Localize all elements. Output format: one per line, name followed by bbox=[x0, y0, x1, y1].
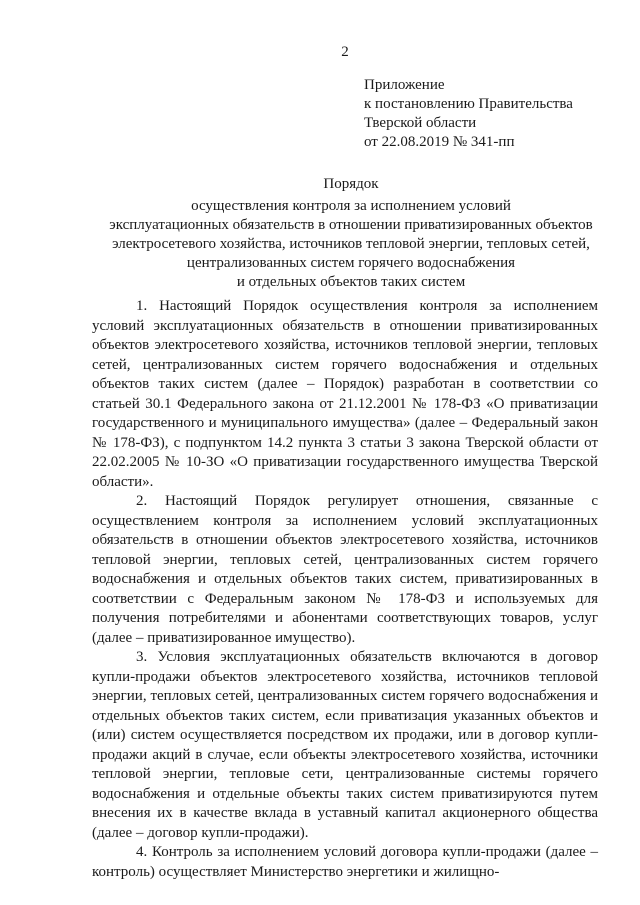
heading-line: и отдельных объектов таких систем bbox=[236, 274, 466, 290]
appendix-line: к постановлению Правительства bbox=[364, 96, 573, 112]
paragraph-text: Настоящий Порядок осуществления контроля за исполнением условий эксплуатационных обязательств в отношении приватизированных объектов электросетевого хозяйства, источников тепловой энергии, тепловых сетей, централизованных систем горячего водоснабжения и отдельных объектов таких систем (далее – Порядок) разработан в соответствии со статьей 30.1 Федерального закона от 21.12.2001 № 178-ФЗ «О приватизации государственного и муниципального имущества» (далее – Федеральный закон № 178-ФЗ), с подпунктом 14.2 пункта 3 статьи 3 закона Тверской области от 22.02.2005 № 10-ЗО «О приватизации государственного имущества Тверской области». bbox=[92, 298, 599, 490]
paragraph-text: Контроль за исполнением условий договора купли-продажи (далее – контроль) осуществляет Министерство энергетики и жилищно- bbox=[92, 844, 599, 880]
appendix-line: от 22.08.2019 № 341-пп bbox=[364, 134, 515, 150]
appendix-line: Приложение bbox=[364, 77, 445, 93]
paragraph-2 bbox=[92, 492, 598, 648]
heading-title: Порядок bbox=[323, 176, 379, 192]
heading-line: осуществления контроля за исполнением условий bbox=[191, 198, 511, 214]
heading-line: эксплуатационных обязательств в отношении приватизированных объектов bbox=[109, 217, 593, 233]
heading-line: электросетевого хозяйства, источников тепловой энергии, тепловых сетей, bbox=[112, 236, 590, 252]
paragraph-1 bbox=[92, 297, 598, 492]
page-number: 2 bbox=[341, 44, 349, 60]
paragraph-4 bbox=[92, 843, 598, 882]
paragraph-3 bbox=[92, 648, 598, 843]
heading-line: централизованных систем горячего водоснабжения bbox=[186, 255, 516, 271]
paragraph-number: 1. bbox=[136, 298, 148, 314]
document-heading bbox=[80, 175, 622, 292]
appendix-block bbox=[364, 76, 573, 152]
paragraph-text: Настоящий Порядок регулирует отношения, связанные с осуществлением контроля за исполнением условий эксплуатационных обязательств в отношении объектов электросетевого хозяйства, источников тепловой энергии, тепловых сетей, централизованных систем горячего водоснабжения и отдельных объектов таких систем, приватизированных в соответствии с Федеральным законом № 178-ФЗ и используемых для получения потребителями и абонентами соответствующих товаров, услуг (далее – приватизированное имущество). bbox=[92, 493, 598, 646]
appendix-line: Тверской области bbox=[364, 115, 477, 131]
document-body bbox=[92, 297, 598, 882]
paragraph-number: 4. bbox=[136, 844, 148, 860]
paragraph-number: 3. bbox=[136, 649, 148, 665]
paragraph-text: Условия эксплуатационных обязательств включаются в договор купли-продажи объектов электросетевого хозяйства, источников тепловой энергии, тепловых сетей, централизованных систем горячего водоснабжения и отдельных объектов таких систем, если приватизация указанных объектов и (или) систем осуществляется посредством их продажи, или в договор купли-продажи акций в случае, если объекты электросетевого хозяйства, источники тепловой энергии, тепловые сети, централизованные системы горячего водоснабжения и отдельные объекты таких систем приватизируются путем внесения их в качестве вклада в уставный капитал акционерного общества (далее – договор купли-продажи). bbox=[92, 649, 599, 841]
paragraph-number: 2. bbox=[136, 493, 148, 509]
